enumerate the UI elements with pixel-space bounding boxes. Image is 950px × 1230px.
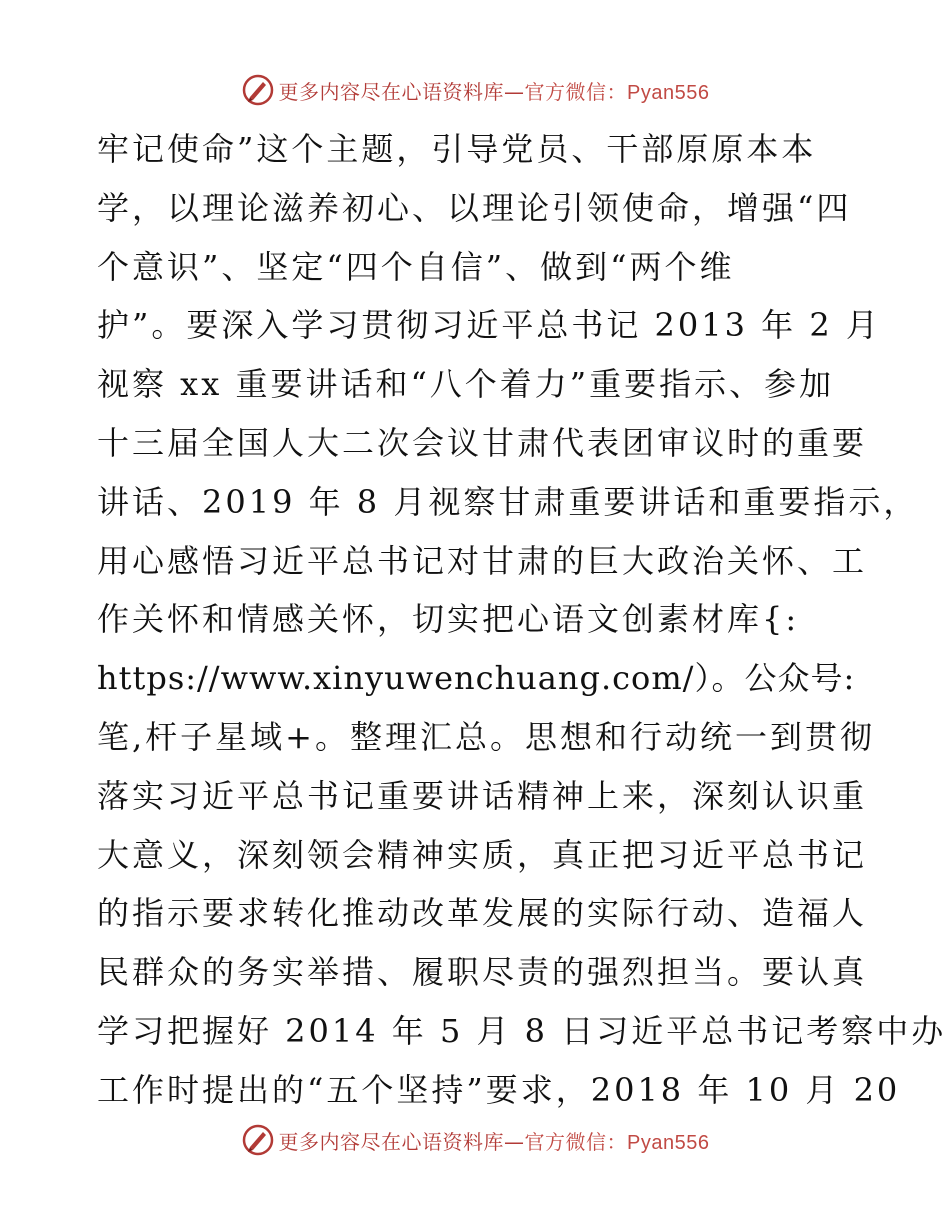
text-line: 牢记使命”这个主题，引导党员、干部原原本本 xyxy=(97,130,817,168)
banner-separator: — xyxy=(504,79,525,104)
banner-slogan: 更多内容尽在心语资料库 xyxy=(278,79,505,104)
wechat-label: 官方微信： xyxy=(524,1129,628,1154)
text-line: 讲话、2019 年 8 月视察甘肃重要讲话和重要指示， xyxy=(97,482,919,521)
banner-text-group xyxy=(279,76,710,105)
text-line: 个意识”、坚定“四个自信”、做到“两个维 xyxy=(97,247,735,286)
text-line: 落实习近平总书记重要讲话精神上来，深刻认识重 xyxy=(97,776,868,815)
text-line: 的指示要求转化推动改革发展的实际行动、造福人 xyxy=(97,894,868,933)
header-banner xyxy=(0,70,950,110)
text-line: 十三届全国人大二次会议甘肃代表团审议时的重要 xyxy=(97,423,868,462)
text-line: 视察 xx 重要讲话和“八个着力”重要指示、参加 xyxy=(97,365,835,404)
banner-text-group xyxy=(279,1126,710,1155)
pen-logo-icon xyxy=(241,73,275,107)
text-line: 用心感悟习近平总书记对甘肃的巨大政治关怀、工 xyxy=(97,541,868,580)
wechat-id: Pyan556 xyxy=(627,81,710,104)
text-line: 学习把握好 2014 年 5 月 8 日习近平总书记考察中办 xyxy=(97,1011,947,1050)
text-line: 工作时提出的“五个坚持”要求，2018 年 10 月 20 xyxy=(97,1070,901,1109)
footer-banner xyxy=(0,1120,950,1160)
text-line: 大意义，深刻领会精神实质，真正把习近平总书记 xyxy=(97,835,868,874)
text-line: 学，以理论滋养初心、以理论引领使命，增强“四 xyxy=(97,188,852,227)
text-line-url: https://www.xinyuwenchuang.com/）。公众号: xyxy=(97,659,856,698)
banner-separator: — xyxy=(504,1129,525,1154)
wechat-id: Pyan556 xyxy=(627,1131,710,1154)
wechat-label: 官方微信： xyxy=(524,79,628,104)
text-line: 笔,杆子星域+。整理汇总。思想和行动统一到贯彻 xyxy=(97,717,875,756)
text-line: 民群众的务实举措、履职尽责的强烈担当。要认真 xyxy=(97,953,868,992)
text-line: 护”。要深入学习贯彻习近平总书记 2013 年 2 月 xyxy=(97,306,881,345)
banner-slogan: 更多内容尽在心语资料库 xyxy=(278,1129,505,1154)
pen-logo-icon xyxy=(241,1123,275,1157)
text-line: 作关怀和情感关怀，切实把心语文创素材库{: xyxy=(97,600,800,639)
body-text xyxy=(97,120,947,1120)
